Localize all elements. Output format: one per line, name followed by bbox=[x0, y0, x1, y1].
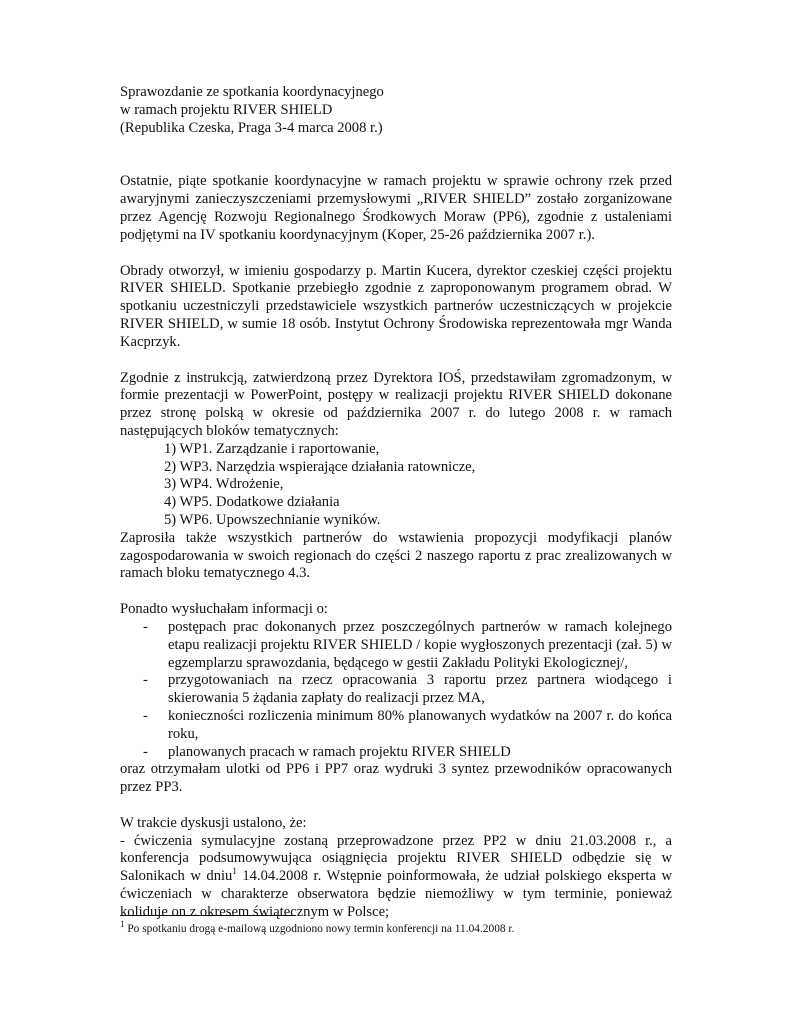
list-item: 5) WP6. Upowszechnianie wyników. bbox=[164, 511, 381, 528]
discussion-paragraph bbox=[120, 833, 672, 922]
list-item-text: przygotowaniach na rzecz opracowania 3 raportu przez partnera wiodącego i skierowania 5 żądania zapłaty do realizacji przez MA, bbox=[168, 672, 672, 707]
footnote bbox=[120, 919, 672, 936]
discussion-text-part-2: 14.04.2008 r. Wstępnie poinformowała, że udział polskiego eksperta w ćwiczeniach w charakterze obserwatora będzie niemożliwy w tym terminie, ponieważ koliduje on z okresem świątecznym w Polsce; bbox=[120, 868, 672, 920]
information-list bbox=[120, 619, 672, 761]
opening-paragraph: Obrady otworzył, w imieniu gospodarzy p. Martin Kucera, dyrektor czeskiej części projektu RIVER SHIELD. Spotkanie przebiegło zgodnie z zaproponowanym programem obrad. W spotkaniu uczestniczyli przedstawiciele wszystkich partnerów uczestniczących w projekcie RIVER SHIELD, w sumie 18 osób. Instytut Ochrony Środowiska reprezentowała mgr Wanda Kacprzyk. bbox=[120, 262, 672, 350]
footnote-marker: 1 bbox=[120, 919, 125, 930]
list-item-text: konieczności rozliczenia minimum 80% planowanych wydatków na 2007 r. do końca roku, bbox=[168, 707, 672, 742]
discussion-text-part-1: - ćwiczenia symulacyjne zostaną przeprowadzone przez PP2 w dniu 21.03.2008 r., a konferencja podsumowywująca osiągnięcia projektu RIVER SHIELD odbędzie się w Salonikach w dniu bbox=[120, 832, 672, 885]
list-item: 3) WP4. Wdrożenie, bbox=[164, 476, 284, 493]
dash-bullet: - bbox=[143, 618, 148, 635]
listened-intro: Ponadto wysłuchałam informacji o: bbox=[120, 601, 328, 618]
list-item-text: postępach prac dokonanych przez poszczególnych partnerów w ramach kolejnego etapu realizacji projektu RIVER SHIELD / kopie wygłoszonych prezentacji (zał. 5) w egzemplarzu sprawozdania, będącego w gestii Zakładu Polityki Ekologicznej/, bbox=[168, 618, 672, 671]
list-item bbox=[120, 708, 672, 744]
discussion-intro: W trakcie dyskusji ustalono, że: bbox=[120, 814, 307, 831]
list-item bbox=[120, 672, 672, 708]
list-item: 1) WP1. Zarządzanie i raportowanie, bbox=[164, 440, 380, 457]
thematic-blocks-list bbox=[120, 441, 672, 530]
list-item: 2) WP3. Narzędzia wspierające działania ratownicze, bbox=[164, 458, 476, 475]
invitation-paragraph: Zaprosiła także wszystkich partnerów do wstawienia propozycji modyfikacji planów zagospodarowania w swoich regionach do części 2 naszego raportu z prac zrealizowanych w ramach bloku tematycznego 4.3. bbox=[120, 529, 672, 582]
title-line-1: Sprawozdanie ze spotkania koordynacyjnego bbox=[120, 84, 384, 100]
presentation-paragraph: Zgodnie z instrukcją, zatwierdzoną przez Dyrektora IOŚ, przedstawiłam zgromadzonym, w formie prezentacji w PowerPoint, postępy w realizacji projektu RIVER SHIELD dokonane przez stronę polską w okresie od października 2007 r. do lutego 2008 r. w ramach następujących bloków tematycznych: bbox=[120, 369, 672, 439]
title-line-2: w ramach projektu RIVER SHIELD bbox=[120, 101, 333, 118]
list-item bbox=[120, 744, 672, 762]
list-item-text: planowanych pracach w ramach projektu RIVER SHIELD bbox=[168, 743, 511, 760]
intro-paragraph: Ostatnie, piąte spotkanie koordynacyjne w ramach projektu w sprawie ochrony rzek przed awaryjnymi zanieczyszczeniami przemysłowymi „RIVER SHIELD” zostało zorganizowane przez Agencję Rozwoju Regionalnego Środkowych Moraw (PP6), zgodnie z ustaleniami podjętymi na IV spotkaniu koordynacyjnym (Koper, 25-26 października 2007 r.). bbox=[120, 173, 672, 243]
list-item bbox=[120, 619, 672, 672]
list-item: 4) WP5. Dodatkowe działania bbox=[164, 494, 340, 511]
title-line-3: (Republika Czeska, Praga 3-4 marca 2008 r.) bbox=[120, 119, 383, 136]
footnote-divider bbox=[120, 915, 296, 916]
document-body bbox=[120, 84, 672, 922]
report-title bbox=[120, 84, 672, 137]
received-paragraph: oraz otrzymałam ulotki od PP6 i PP7 oraz wydruki 3 syntez przewodników opracowanych przez PP3. bbox=[120, 761, 672, 796]
dash-bullet: - bbox=[143, 707, 148, 724]
footnote-text: Po spotkaniu drogą e-mailową uzgodniono nowy termin konferencji na 11.04.2008 r. bbox=[124, 923, 515, 935]
footnote-reference: 1 bbox=[232, 866, 237, 877]
dash-bullet: - bbox=[143, 672, 148, 689]
dash-bullet: - bbox=[143, 743, 148, 760]
